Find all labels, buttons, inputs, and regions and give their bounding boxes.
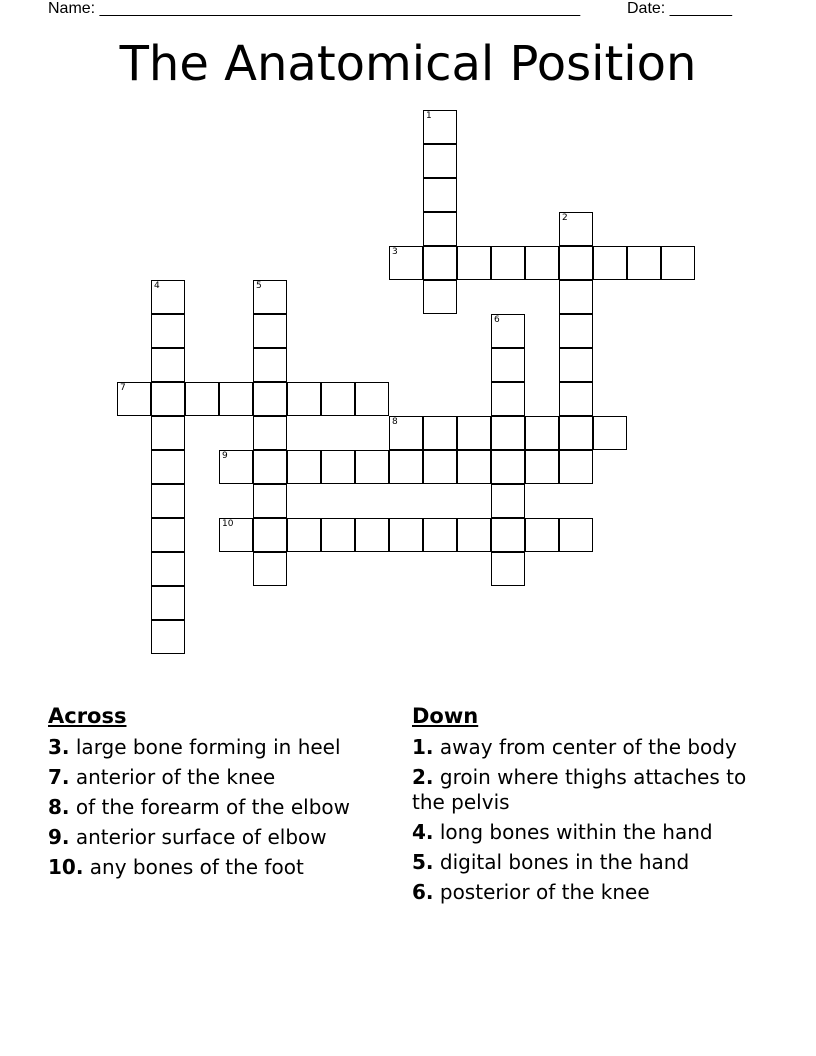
grid-cell[interactable] bbox=[423, 212, 457, 246]
grid-cell[interactable] bbox=[151, 620, 185, 654]
grid-cell[interactable] bbox=[151, 586, 185, 620]
grid-cell[interactable] bbox=[253, 552, 287, 586]
grid-cell[interactable] bbox=[355, 382, 389, 416]
grid-cell[interactable] bbox=[287, 450, 321, 484]
clue-number: 9 bbox=[222, 451, 228, 461]
grid-cell[interactable] bbox=[559, 450, 593, 484]
clue-number: 7 bbox=[120, 383, 126, 393]
grid-cell[interactable] bbox=[253, 382, 287, 416]
grid-cell[interactable] bbox=[457, 450, 491, 484]
grid-cell[interactable] bbox=[559, 212, 593, 246]
grid-cell[interactable] bbox=[593, 246, 627, 280]
grid-cell[interactable] bbox=[559, 348, 593, 382]
clue-number: 4 bbox=[154, 281, 160, 291]
grid-cell[interactable] bbox=[525, 246, 559, 280]
grid-cell[interactable] bbox=[355, 450, 389, 484]
clue-down-1: 1. away from center of the body bbox=[412, 735, 737, 759]
clue-down-4: 4. long bones within the hand bbox=[412, 820, 713, 844]
grid-cell[interactable] bbox=[253, 280, 287, 314]
clue-down-2: 2. groin where thighs attaches to the pelvis bbox=[412, 765, 747, 814]
grid-cell[interactable] bbox=[423, 518, 457, 552]
grid-cell[interactable] bbox=[491, 314, 525, 348]
clue-across-10: 10. any bones of the foot bbox=[48, 855, 304, 879]
clue-across-3: 3. large bone forming in heel bbox=[48, 735, 341, 759]
clue-number: 5 bbox=[256, 281, 262, 291]
grid-cell[interactable] bbox=[185, 382, 219, 416]
grid-cell[interactable] bbox=[389, 416, 423, 450]
clue-number: 10 bbox=[222, 519, 234, 529]
grid-cell[interactable] bbox=[627, 246, 661, 280]
grid-cell[interactable] bbox=[151, 280, 185, 314]
grid-cell[interactable] bbox=[559, 518, 593, 552]
grid-cell[interactable] bbox=[389, 246, 423, 280]
grid-cell[interactable] bbox=[151, 450, 185, 484]
grid-cell[interactable] bbox=[491, 484, 525, 518]
grid-cell[interactable] bbox=[253, 518, 287, 552]
name-field-label: Name: ______________________________________________________ bbox=[48, 0, 581, 17]
grid-cell[interactable] bbox=[423, 280, 457, 314]
grid-cell[interactable] bbox=[321, 518, 355, 552]
clue-number: 6 bbox=[494, 315, 500, 325]
down-clues bbox=[412, 703, 752, 910]
clue-number: 3 bbox=[392, 247, 398, 257]
clue-down-5: 5. digital bones in the hand bbox=[412, 850, 690, 874]
clue-number: 2 bbox=[562, 213, 568, 223]
grid-cell[interactable] bbox=[457, 518, 491, 552]
grid-cell[interactable] bbox=[423, 246, 457, 280]
grid-cell[interactable] bbox=[253, 484, 287, 518]
grid-cell[interactable] bbox=[355, 518, 389, 552]
grid-cell[interactable] bbox=[559, 280, 593, 314]
grid-cell[interactable] bbox=[151, 484, 185, 518]
grid-cell[interactable] bbox=[457, 246, 491, 280]
clue-across-7: 7. anterior of the knee bbox=[48, 765, 276, 789]
grid-cell[interactable] bbox=[287, 518, 321, 552]
grid-cell[interactable] bbox=[219, 382, 253, 416]
grid-cell[interactable] bbox=[559, 416, 593, 450]
grid-cell[interactable] bbox=[491, 450, 525, 484]
across-clues bbox=[48, 703, 378, 885]
grid-cell[interactable] bbox=[525, 416, 559, 450]
grid-cell[interactable] bbox=[491, 416, 525, 450]
grid-cell[interactable] bbox=[151, 518, 185, 552]
down-heading: Down bbox=[412, 704, 479, 728]
grid-cell[interactable] bbox=[219, 518, 253, 552]
grid-cell[interactable] bbox=[253, 314, 287, 348]
clue-number: 1 bbox=[426, 111, 432, 121]
grid-cell[interactable] bbox=[423, 110, 457, 144]
clue-number: 8 bbox=[392, 417, 398, 427]
grid-cell[interactable] bbox=[661, 246, 695, 280]
grid-cell[interactable] bbox=[151, 382, 185, 416]
clue-across-8: 8. of the forearm of the elbow bbox=[48, 795, 350, 819]
grid-cell[interactable] bbox=[253, 450, 287, 484]
grid-cell[interactable] bbox=[559, 246, 593, 280]
grid-cell[interactable] bbox=[287, 382, 321, 416]
grid-cell[interactable] bbox=[525, 518, 559, 552]
grid-cell[interactable] bbox=[423, 144, 457, 178]
date-field-label: Date: _______ bbox=[627, 0, 732, 17]
grid-cell[interactable] bbox=[491, 552, 525, 586]
grid-cell[interactable] bbox=[321, 450, 355, 484]
clue-across-9: 9. anterior surface of elbow bbox=[48, 825, 327, 849]
grid-cell[interactable] bbox=[389, 450, 423, 484]
grid-cell[interactable] bbox=[525, 450, 559, 484]
grid-cell[interactable] bbox=[389, 518, 423, 552]
grid-cell[interactable] bbox=[117, 382, 151, 416]
grid-cell[interactable] bbox=[457, 416, 491, 450]
grid-cell[interactable] bbox=[491, 382, 525, 416]
grid-cell[interactable] bbox=[593, 416, 627, 450]
grid-cell[interactable] bbox=[423, 178, 457, 212]
grid-cell[interactable] bbox=[491, 348, 525, 382]
grid-cell[interactable] bbox=[219, 450, 253, 484]
grid-cell[interactable] bbox=[151, 314, 185, 348]
grid-cell[interactable] bbox=[491, 246, 525, 280]
grid-cell[interactable] bbox=[423, 450, 457, 484]
grid-cell[interactable] bbox=[559, 314, 593, 348]
grid-cell[interactable] bbox=[253, 416, 287, 450]
grid-cell[interactable] bbox=[559, 382, 593, 416]
clue-down-6: 6. posterior of the knee bbox=[412, 880, 650, 904]
grid-cell[interactable] bbox=[491, 518, 525, 552]
grid-cell[interactable] bbox=[151, 348, 185, 382]
grid-cell[interactable] bbox=[151, 552, 185, 586]
grid-cell[interactable] bbox=[151, 416, 185, 450]
grid-cell[interactable] bbox=[253, 348, 287, 382]
page-title: The Anatomical Position bbox=[119, 36, 697, 92]
grid-cell[interactable] bbox=[423, 416, 457, 450]
grid-cell[interactable] bbox=[321, 382, 355, 416]
across-heading: Across bbox=[48, 704, 127, 728]
